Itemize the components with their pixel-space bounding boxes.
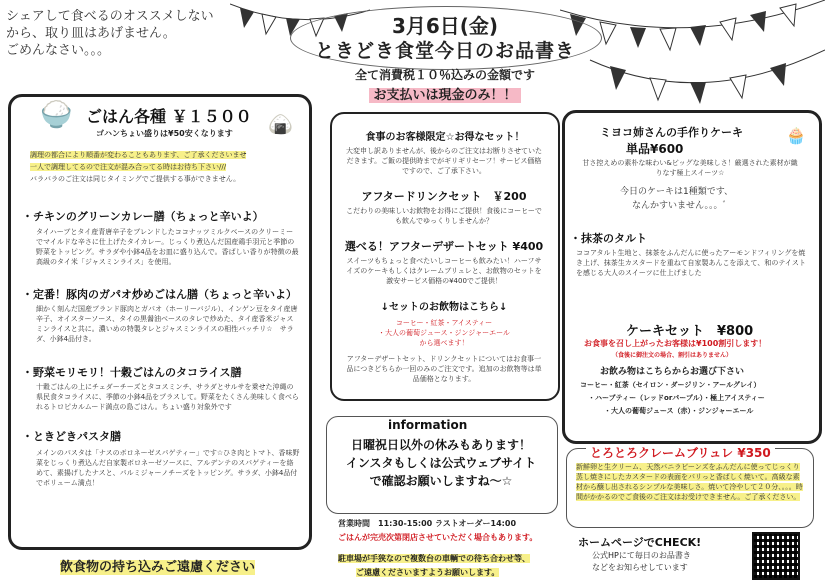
parking-note-1-text: 駐車場が手狭なので複数台の車輌での待ち合わせ等、 [338,554,530,563]
cake-set-drinks-title: お飲み物はこちらからお選び下さい [600,367,745,377]
set-drinks-note: アフターデザートセット、ドリンクセットについてはお食事一品につきどちらか一回のみのご注文です。追加のお飲物等は単品価格となります。 [346,355,542,383]
info-title: information [388,418,468,432]
rice-item-3-desc: 十穀ごはんの上にチェダーチーズとタコスミンチ、サラダとサルサを乗せた沖縄の県民食タコライスに、季節の小鉢4品をプラスして。野菜をたくさん美味しく食べられるトロピカルムード満点の島ごはん。ちょい盛り対象外です [36,383,299,411]
qr-code[interactable] [752,532,800,580]
cake-title: ミヨコ姉さんの手作りケーキ [600,126,743,139]
corner-note-line-1: シェアして食べるのオススメしない [6,9,214,24]
cake-set-drinks-2: ・ハーブティー（レッドorパープル）・極上アイスティー [588,394,765,402]
cake-set-drinks-1: コーヒー・紅茶（セイロン・ダージリン・アールグレイ） [580,381,761,389]
rice-note-2-text: 一人で調理してるので注文が混み合ってる時はお待ち下さい/// [30,163,227,171]
drink-set-desc: こだわりの美味しいお飲物をお得にご提供！食後にコーヒーでも飲んでゆっくりしませんか？ [346,207,542,225]
homepage-title: ホームページでCHECK! [578,536,702,549]
rice-item-4-name: ・ときどきパスタ膳 [22,430,121,443]
rice-item-1-desc: タイハーブとタイ産青唐辛子をブレンドしたココナッツミルクベースのクリーミーでマイルドな辛さに仕上げたタイカレー。じっくり煮込んだ国産鶏手羽元と季節の野菜をトッピング。サラダや小鉢4品をお皿に盛り込んで。香ばしい香りが特徴の最高級のタイ米「ジャスミンライス」を使用。 [36,228,299,266]
drink-set-title: アフタードリンクセット ￥200 [361,190,527,203]
info-line-3: で確認お願いしますね〜☆ [369,474,513,488]
business-hours: 営業時間 11:30-15:00 ラストオーダー14:00 [338,519,517,528]
sets-intro: 大変申し訳ありませんが、後からのご注文はお断りさせていただきます。ご飯の提供時までがギリギリセーフ！サービス価格ですので、ご了承下さい。 [346,147,542,175]
no-outside-food-text: 飲食物の持ち込みご遠慮ください [60,560,256,575]
cake-item-desc: ココアタルト生地と、抹茶をふんだんに使ったアーモンドフィリングを焼き上げ、抹茶生カスタードを重ねて自家製あんこを添えて、和のテイストを感じる大人のスイーツに仕上げました [576,249,806,277]
rice-title: ごはん各種 ￥１５００ [86,107,252,126]
brulee-desc [576,462,806,522]
sets-title: 食事のお客様限定☆お得なセット！ [365,132,525,143]
cake-set-note-2: （食後に御注文の場合、割引はありません） [612,352,733,359]
rice-note-2 [30,162,302,172]
tax-note: 全て消費税１０％込みの金額です [354,68,535,82]
rice-item-3-name: ・野菜モリモリ！十穀ごはんのタコライス膳 [22,366,242,379]
rice-note-3: バラバラのご注文は同じタイミングでご提供する事ができません。 [30,175,241,183]
cake-set-note-1: お食事を召し上がったお客様は¥100割引します！ [584,339,767,348]
dessert-set-desc: スイーツもちょっと食べたいしコーヒーも飲みたい！ハーフサイズのケーキもしくはクレームブリュレと、お飲物のセットを激安サービス価格の¥400でご提供！ [346,257,542,285]
cake-desc: 甘さ控えめの素朴な味わい&ビッグな美味しさ！厳選された素材が織りなす極上スイーツ☆ [582,159,798,177]
set-drinks-line-1: コーヒー・紅茶・アイスティー [395,319,493,327]
rice-item-1-name: ・チキンのグリーンカレー膳（ちょっと辛いよ） [22,210,264,223]
soldout-note: ごはんが完売次第閉店させていただく場合もあります。 [338,533,538,542]
rice-note-1-text: 調理の都合により順番が変わることもあります、ご了承くださいませ [30,151,247,159]
rice-bowl-icon: 🍚 [40,100,73,130]
parking-note-2 [356,560,499,579]
cake-hand-note-1: 今日のケーキは1種類です、 [620,187,734,197]
cake-set-drinks-3: ・大人の葡萄ジュース（赤）・ジンジャーエール [604,407,754,415]
brulee-desc-text: 新鮮卵と生クリーム、天然バニラビーンズをふんだんに使ってじっくり蒸し焼きにしたカスタードの表面をパリっと香ばしく焼いて。高級な素材から醸し出されるシンプルな美味しさ。焼いて冷やして２０分、。。。時間がかかるのでご食後のご注文はお受けできません。ご了承ください。 [576,463,803,501]
info-line-1: 日曜祝日以外の休みもあります！ [350,438,531,452]
set-drinks-line-3: から選べます！ [419,339,469,347]
rice-item-2-desc: 細かく刻んだ国産ブランド豚肉とガパオ（ホーリーバジル）、インゲン豆をタイ産唐辛子、オイスターソース、タイの黒醤油ベースのタレで炒めた、タイ産香米ジャスミンライスと共に。濃いめの特製タレとジャスミンライスの相性バッチリ☆ サラダ、小鉢4品付き。 [36,305,298,343]
cash-note [340,84,550,103]
page-title: ときどき食堂今日のお品書き [314,40,575,62]
date-heading: 3月6日(金) [391,14,499,38]
corner-note-line-3: ごめんなさい。。。 [6,43,111,58]
homepage-line-2: などをお知らせしています [592,563,688,572]
rice-note-1 [30,150,302,160]
corner-note-line-2: から、取り皿はあげません。 [6,26,176,41]
brulee-title: とろとろクレームブリュレ ¥350 [586,444,775,461]
info-line-2: インスタもしくは公式ウェブサイト [345,456,537,470]
onigiri-icon: 🍙 [268,112,293,136]
cake-set-title: ケーキセット ¥800 [626,324,754,339]
set-drinks-header: ↓セットのお飲物はこちら↓ [380,302,508,313]
rice-item-4-desc: メインのパスタは「ナスのボロネーゼスパゲティー」です☆ひき肉とトマト、香味野菜をじっくり煮込んだ自家製ボロネーゼソースに、アルデンテのスパゲティーを絡めて、素揚げしたナスと、パルミジャーノチーズをトッピング。サラダ、小鉢4品付でボリューム満点！ [36,449,300,487]
set-drinks-line-2: ・大人の葡萄ジュース・ジンジャーエール [378,329,510,337]
no-outside-food [60,556,255,575]
cake-price: 単品¥600 [626,142,684,156]
rice-subtitle: ゴハンちょい盛りは¥50安くなります [96,129,233,138]
homepage-line-1: 公式HPにて毎日のお品書き [592,551,691,560]
bunting-right [560,0,825,110]
dessert-set-title: 選べる！アフターデザートセット ¥400 [344,240,544,253]
parking-note-2-text: ご遠慮くださいますようお願いします。 [356,568,500,577]
cake-icon: 🧁 [786,126,806,145]
cash-note-text: お支払いは現金のみ！！ [369,88,520,103]
cake-hand-note-2: なんかすいません。。。ﾞ [632,201,728,211]
cake-item-name: ・抹茶のタルト [570,232,647,245]
rice-item-2-name: ・定番！豚肉のガパオ炒めごはん膳（ちょっと辛いよ） [22,288,297,301]
